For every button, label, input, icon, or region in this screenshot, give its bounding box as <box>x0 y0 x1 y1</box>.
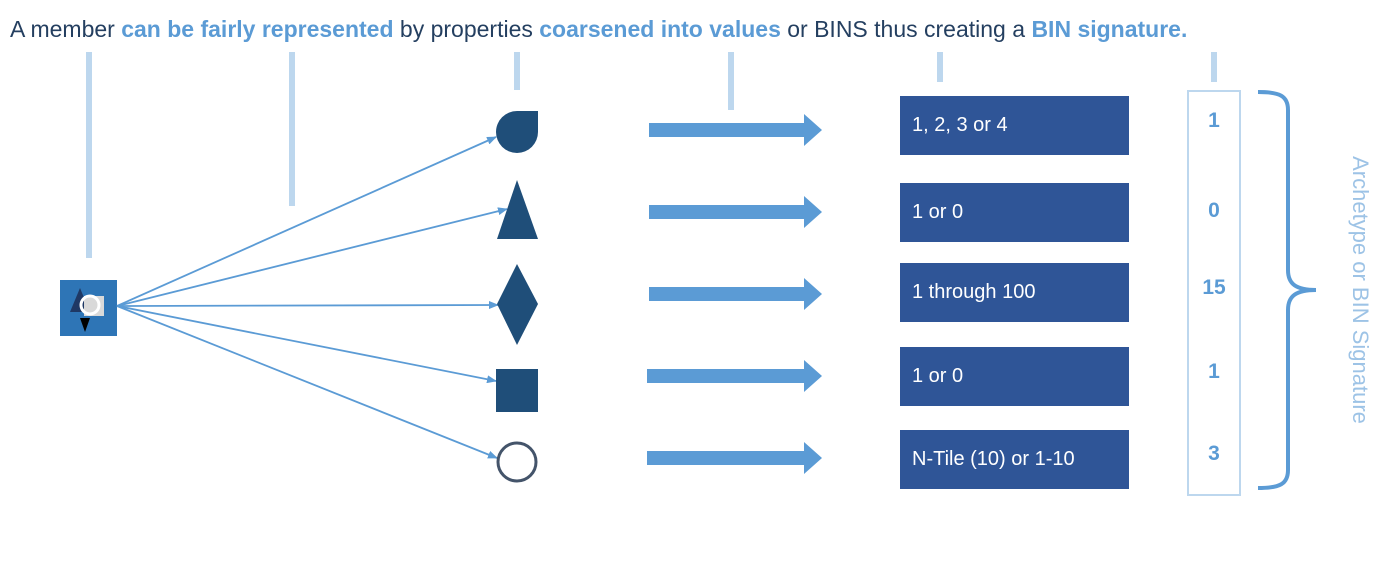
bin-box-teardrop: 1, 2, 3 or 4 <box>900 96 1129 155</box>
block-arrow-4 <box>647 360 822 392</box>
block-arrow-2 <box>649 196 822 228</box>
title-part-2: by properties <box>393 16 540 42</box>
title-highlight-2: coarsened into values <box>539 16 781 42</box>
connector-properties <box>514 52 520 90</box>
connector-bins <box>937 52 943 82</box>
signature-value-5: 3 <box>1208 442 1220 465</box>
curly-brace <box>1258 92 1316 488</box>
signature-value-2: 0 <box>1208 199 1220 222</box>
bin-box-triangle: 1 or 0 <box>900 183 1129 242</box>
signature-value-1: 1 <box>1208 109 1220 132</box>
member-arrow-triangle <box>117 209 507 306</box>
member-arrow-circle <box>117 306 497 458</box>
signature-value-3: 15 <box>1202 276 1226 299</box>
title-highlight-1: can be fairly represented <box>121 16 394 42</box>
square-shape-icon <box>496 369 538 412</box>
connector-represented <box>289 52 295 206</box>
bin-box-diamond: 1 through 100 <box>900 263 1129 322</box>
connector-member <box>86 52 92 258</box>
block-arrow-3 <box>649 278 822 310</box>
bin-box-circle: N-Tile (10) or 1-10 <box>900 430 1129 489</box>
title-part-1: A member <box>10 16 122 42</box>
bin-box-square: 1 or 0 <box>900 347 1129 406</box>
title-part-3: or BINS thus creating a <box>780 16 1032 42</box>
signature-value-4: 1 <box>1208 360 1220 383</box>
diamond-shape-icon <box>497 264 538 345</box>
archetype-label: Archetype or BIN Signature <box>1348 156 1373 424</box>
member-arrow-diamond <box>117 305 498 306</box>
member-arrow-teardrop <box>117 137 496 306</box>
block-arrow-5 <box>647 442 822 474</box>
connector-signature <box>1211 52 1217 82</box>
connector-coarsened <box>728 52 734 110</box>
title-highlight-3: BIN signature. <box>1031 16 1188 42</box>
circle-shape-icon <box>498 443 536 481</box>
block-arrow-1 <box>649 114 822 146</box>
teardrop-shape-icon <box>496 111 538 153</box>
member-icon <box>60 280 117 336</box>
member-arrow-square <box>117 306 496 381</box>
